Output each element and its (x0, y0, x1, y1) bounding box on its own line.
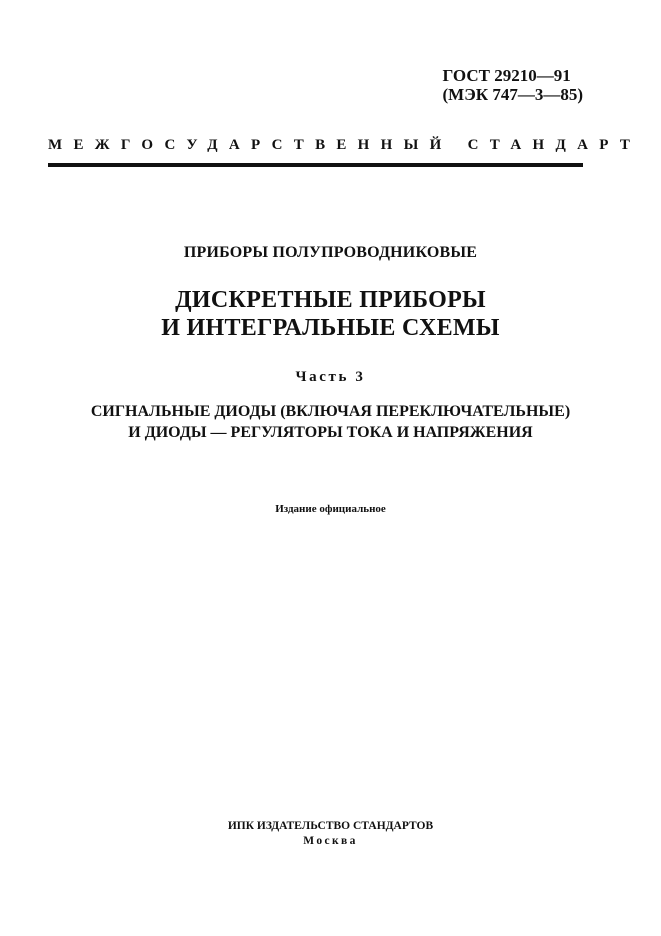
publisher-name: ИПК ИЗДАТЕЛЬСТВО СТАНДАРТОВ (227, 820, 434, 832)
part-label: Часть 3 (295, 369, 366, 385)
main-title-line-1: ДИСКРЕТНЫЕ ПРИБОРЫ (175, 287, 486, 313)
publisher-city: Москва (303, 835, 358, 847)
edition-note: Издание официальное (275, 503, 386, 515)
document-code (443, 66, 583, 104)
iec-number: (МЭК 747—3—85) (442, 85, 583, 104)
part-title (0, 401, 661, 443)
part-title-line-2: И ДИОДЫ — РЕГУЛЯТОРЫ ТОКА И НАПРЯЖЕНИЯ (128, 424, 533, 441)
subject-heading: ПРИБОРЫ ПОЛУПРОВОДНИКОВЫЕ (183, 244, 478, 261)
standard-type-heading: МЕЖГОСУДАРСТВЕННЫЙ СТАНДАРТ (48, 137, 642, 153)
part-title-line-1: СИГНАЛЬНЫЕ ДИОДЫ (ВКЛЮЧАЯ ПЕРЕКЛЮЧАТЕЛЬНЫЕ) (90, 403, 571, 420)
main-title-line-2: И ИНТЕГРАЛЬНЫЕ СХЕМЫ (161, 315, 500, 341)
heading-rule (48, 163, 583, 167)
gost-number: ГОСТ 29210—91 (442, 66, 571, 85)
main-title (0, 286, 661, 342)
publisher-block (0, 819, 661, 849)
